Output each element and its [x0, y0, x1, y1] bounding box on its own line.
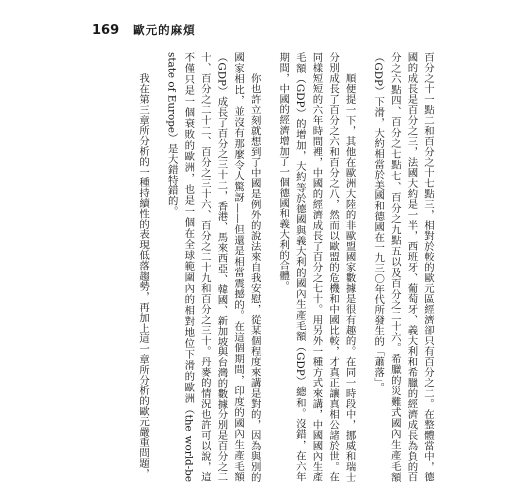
paragraph: 百分之十一點二和百分之十七點三，相對於較的歐元區經濟卻只有百分之二。在整體當中，德國的成長是百分之三，法國大約是一半，西班牙、葡萄牙、義大利和希臘的經濟成長為負的百分之六點四、百分之七點七、百分之九點五以及百分之二十六。希臘的災難式國內生產毛額（GDP）下滑，大約相當於美國和德國在一九三〇年代所發生的「蕭落」。 — [372, 52, 434, 482]
paragraph: 順便提一下，其他在歐洲大陸的非歐盟國家數據是很有趣的。在同一時段中，挪威和瑞士分別成長了百分之六和百分之八，然而以歐盟的危機和中國比較，才真正讓真相公諸於世。在同樣短短的六年時間裡，中國的經濟成長了百分之七十。用另外一種方式來講，中國國內生產毛額（GDP）的增加，大約等於德國與義大利的國內生產毛額（GDP）總和。沒錯，在六年期間，中國的經濟增加了一個德國和義大利的合體。 — [277, 52, 356, 482]
running-title: 歐元的麻煩 — [133, 23, 196, 37]
paragraph: 我在第三章所分析的一種持續性的表現低落趨勢，再加上這一章所分析的歐元嚴重問題， — [137, 72, 150, 479]
paragraph: 你也許立刻就想到了中國是例外的說法來自我安慰，從某個程度來講是對的，因為與別的國家相比，並沒有那麼令人驚訝——但還是相當震撼的。在這個期間，印度的國內生產毛額（GDP）成長了百分之三十二，香港、馬來西亞、韓國、新加坡與台灣的數據分別是百分之二十、百分之二十二、百分之三十六、百分之二十九和百分之三十。丹麥的情況也許可以說，這不僅只是一個衰敗的歐洲，也是一個在全球範圍內的相對地位下滑的歐洲（the world-be state of Europe）是大錯特錯的。 — [165, 52, 261, 482]
page-number: 169 — [92, 23, 120, 38]
body-text — [92, 52, 436, 482]
running-header — [92, 22, 196, 42]
